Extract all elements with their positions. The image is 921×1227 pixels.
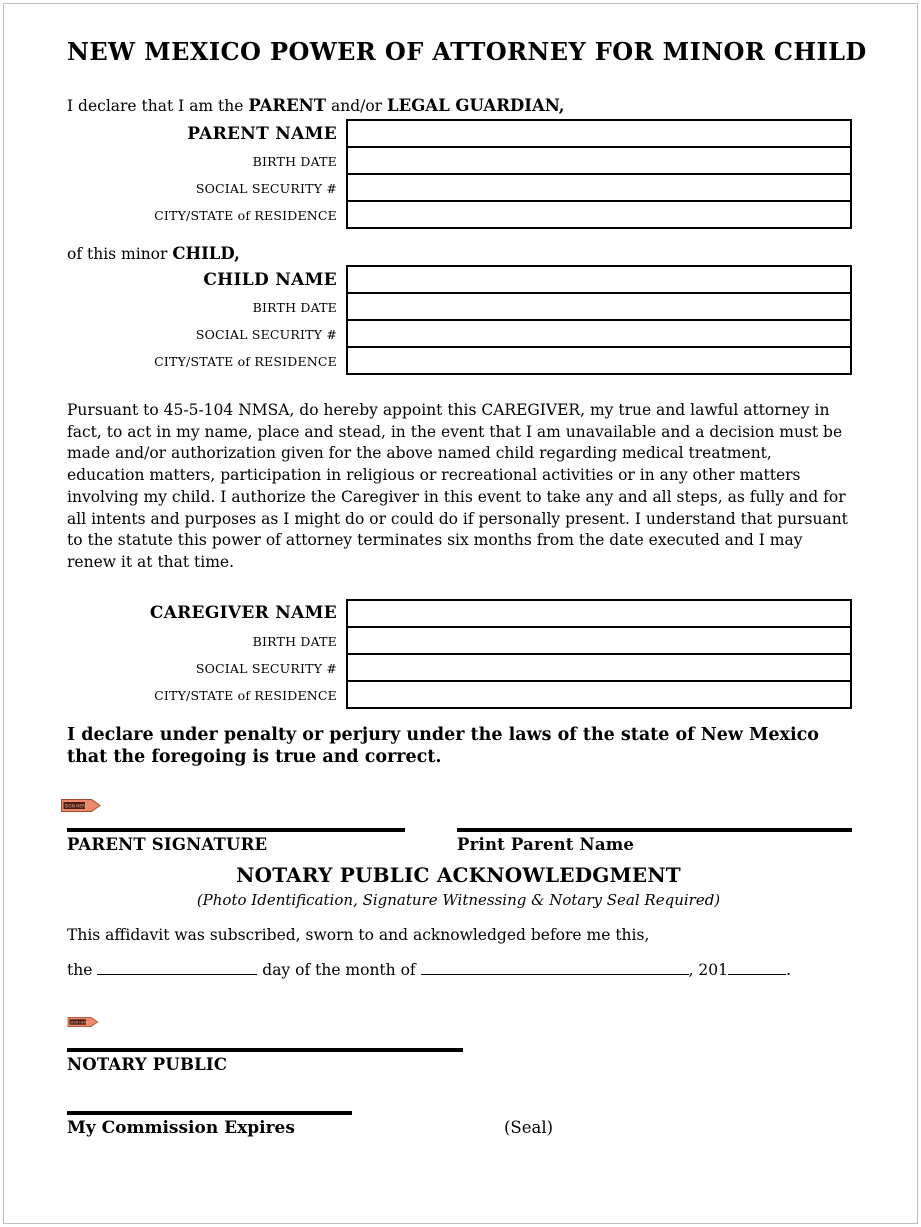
parent-residence-row: [67, 202, 852, 229]
parent-ssn-input[interactable]: [346, 175, 852, 202]
child-info-table: [67, 265, 852, 375]
caregiver-name-input[interactable]: [346, 599, 852, 628]
parent-birthdate-label: BIRTH DATE: [252, 154, 337, 169]
caregiver-name-label: CAREGIVER NAME: [149, 603, 337, 624]
child-name-label: CHILD NAME: [203, 269, 337, 290]
caregiver-ssn-row: [67, 655, 852, 682]
penalty-declaration: I declare under penalty or perjury under the laws of the state of New Mexico that the foregoing is true and correct.: [67, 724, 819, 767]
intro-line: [67, 96, 850, 115]
child-residence-input[interactable]: [346, 348, 852, 375]
document-title: NEW MEXICO POWER OF ATTORNEY FOR MINOR CHILD: [67, 37, 867, 66]
child-intro-bold: CHILD,: [172, 244, 240, 263]
svg-text:SIGN HERE: SIGN HERE: [70, 1020, 89, 1025]
date-line-suffix: .: [786, 960, 791, 979]
parent-birthdate-row: [67, 148, 852, 175]
commission-expires-label: My Commission Expires: [67, 1117, 295, 1138]
notary-subheading: (Photo Identification, Signature Witnessing & Notary Seal Required): [196, 890, 721, 909]
month-blank-field[interactable]: [421, 961, 689, 975]
caregiver-ssn-input[interactable]: [346, 655, 852, 682]
child-residence-row: [67, 348, 852, 375]
child-residence-label: CITY/STATE of RESIDENCE: [154, 354, 337, 369]
notary-heading: NOTARY PUBLIC ACKNOWLEDGMENT: [236, 862, 681, 887]
date-line-pre: the: [67, 960, 93, 979]
child-name-input[interactable]: [346, 265, 852, 294]
child-birthdate-row: [67, 294, 852, 321]
caregiver-ssn-label: SOCIAL SECURITY #: [195, 660, 337, 676]
date-line-year-prefix: , 201: [688, 960, 729, 979]
caregiver-residence-label: CITY/STATE of RESIDENCE: [154, 687, 337, 703]
appointment-paragraph: Pursuant to 45-5-104 NMSA, do hereby appoint this CAREGIVER, my true and lawful attorney in fact, to act in my name, place and stead, in the event that I am unavailable and a decision must be made and/or authorization given for the above named child regarding medical treatment, education matters, participation in religious or recreational activities or in any other matters involving my child. I authorize the Caregiver in this event to take any and all steps, as fully and for all intents and purposes as I might do or could do if personally present. I understand that pursuant to the statute this power of attorney terminates six months from the date executed and I may renew it at that time.: [67, 401, 848, 571]
parent-name-label: PARENT NAME: [187, 123, 337, 144]
intro-mid-text: and/or: [326, 97, 388, 115]
notary-signature-block: [67, 1048, 850, 1074]
caregiver-residence-row: [67, 682, 852, 709]
sign-here-flag-icon: [67, 1017, 99, 1027]
caregiver-birthdate-label: BIRTH DATE: [252, 633, 337, 649]
affidavit-line: This affidavit was subscribed, sworn to and acknowledged before me this,: [67, 925, 650, 944]
parent-name-input[interactable]: [346, 119, 852, 148]
sign-here-flag-icon: [61, 799, 101, 812]
notary-date-line: [67, 961, 850, 979]
caregiver-birthdate-input[interactable]: [346, 628, 852, 655]
parent-signature-label: PARENT SIGNATURE: [67, 834, 268, 854]
parent-ssn-label: SOCIAL SECURITY #: [195, 181, 337, 196]
caregiver-residence-input[interactable]: [346, 682, 852, 709]
intro-parent-bold: PARENT: [248, 96, 327, 115]
child-ssn-row: [67, 321, 852, 348]
child-birthdate-label: BIRTH DATE: [252, 300, 337, 315]
child-name-row: [67, 265, 852, 294]
signature-row: [67, 828, 852, 854]
seal-label: (Seal): [504, 1117, 554, 1137]
svg-text:SIGN HERE: SIGN HERE: [64, 803, 88, 809]
child-intro-pre-text: of this minor: [67, 245, 173, 263]
day-blank-field[interactable]: [97, 961, 257, 975]
child-intro-line: [67, 244, 850, 263]
child-ssn-input[interactable]: [346, 321, 852, 348]
sign-here-flag-parent[interactable]: [61, 797, 850, 810]
intro-pre-text: I declare that I am the: [67, 97, 249, 115]
intro-guardian-bold: LEGAL GUARDIAN,: [387, 96, 565, 115]
caregiver-name-row: [67, 599, 852, 628]
parent-ssn-row: [67, 175, 852, 202]
child-ssn-label: SOCIAL SECURITY #: [195, 327, 337, 342]
document-page: [3, 3, 918, 1224]
child-birthdate-input[interactable]: [346, 294, 852, 321]
caregiver-birthdate-row: [67, 628, 852, 655]
commission-block: [67, 1111, 850, 1138]
signature-gap: [405, 828, 457, 854]
sign-here-flag-notary[interactable]: [67, 1012, 850, 1025]
date-line-mid: day of the month of: [262, 960, 416, 979]
parent-info-table: [67, 119, 852, 229]
notary-public-label: NOTARY PUBLIC: [67, 1054, 228, 1074]
print-parent-name-label: Print Parent Name: [457, 834, 635, 854]
parent-name-row: [67, 119, 852, 148]
year-blank-field[interactable]: [728, 961, 786, 975]
parent-residence-input[interactable]: [346, 202, 852, 229]
parent-birthdate-input[interactable]: [346, 148, 852, 175]
parent-residence-label: CITY/STATE of RESIDENCE: [154, 208, 337, 223]
caregiver-info-table: [67, 599, 852, 709]
